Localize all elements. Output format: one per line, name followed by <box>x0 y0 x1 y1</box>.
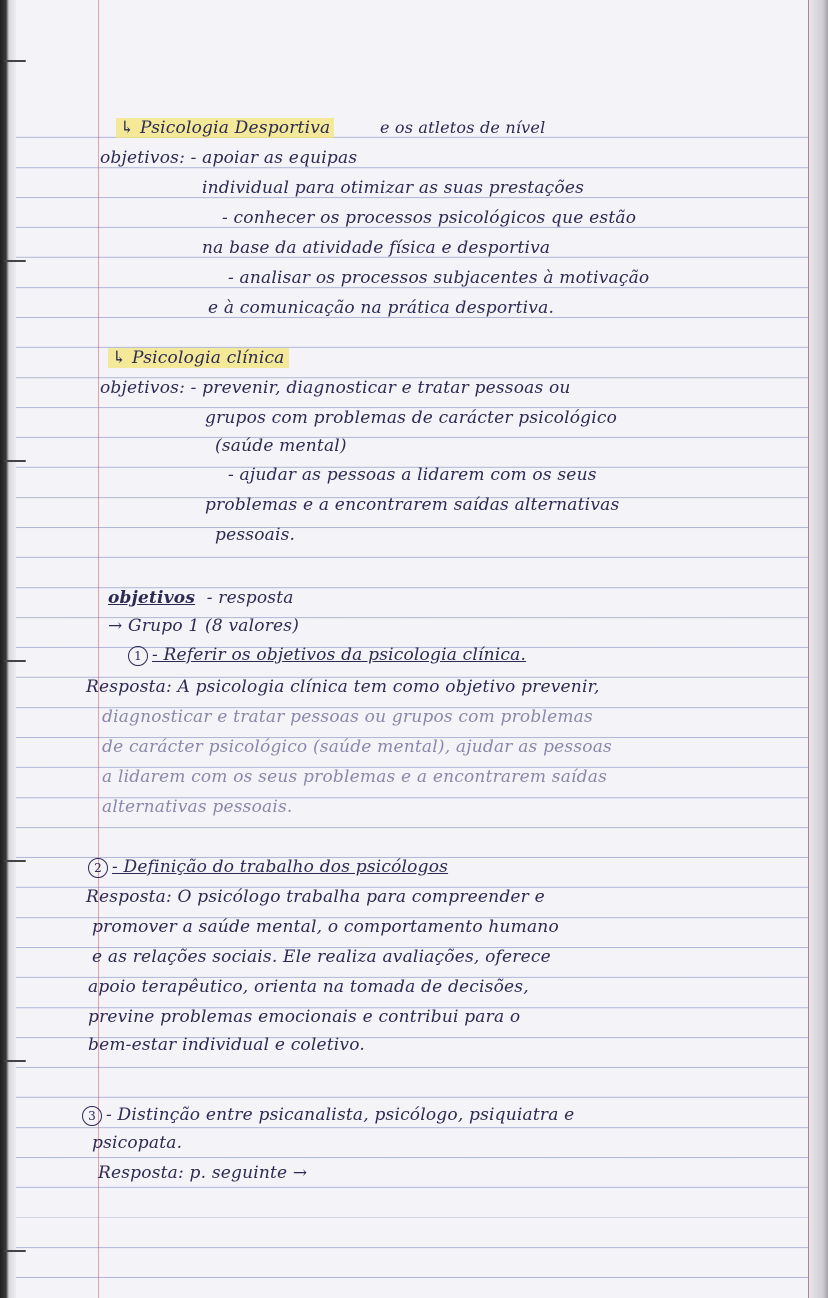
question-line: psicopata. <box>92 1133 183 1153</box>
note-line: objetivos: - apoiar as equipas <box>100 148 358 168</box>
objetivos-title: objetivos <box>108 588 196 608</box>
question-text: - Definição do trabalho dos psicólogos <box>112 857 449 877</box>
binding-ring <box>4 1250 26 1252</box>
binding-ring <box>4 660 26 662</box>
group-heading: → Grupo 1 (8 valores) <box>108 616 300 636</box>
answer-line: diagnosticar e tratar pessoas ou grupos com problemas <box>102 707 593 727</box>
question-text: - Referir os objetivos da psicologia clínica. <box>152 645 527 665</box>
answer-line: alternativas pessoais. <box>102 797 293 817</box>
heading-suffix: e os atletos de nível <box>379 118 546 137</box>
question-1 <box>128 640 828 670</box>
heading-sports-psychology <box>116 113 816 143</box>
note-line: objetivos: - prevenir, diagnosticar e tratar pessoas ou <box>100 378 571 398</box>
question-number: 3 <box>82 1106 102 1126</box>
binding-ring <box>4 260 26 262</box>
binding-ring <box>4 60 26 62</box>
binding-ring <box>4 1060 26 1062</box>
note-line: - ajudar as pessoas a lidarem com os seus <box>228 465 597 485</box>
question-2 <box>88 852 788 882</box>
answer-line: promover a saúde mental, o comportamento humano <box>92 917 559 937</box>
binding-ring <box>4 860 26 862</box>
answer-line: de carácter psicológico (saúde mental), ajudar as pessoas <box>102 737 612 757</box>
binding-ring <box>4 460 26 462</box>
question-number: 2 <box>88 858 108 878</box>
answer-line: previne problemas emocionais e contribui para o <box>88 1007 521 1027</box>
answer-line: a lidarem com os seus problemas e a encontrarem saídas <box>102 767 608 787</box>
question-text: - Distinção entre psicanalista, psicólogo, psiquiatra e <box>106 1105 575 1125</box>
note-line: na base da atividade física e desportiva <box>202 238 551 258</box>
answer-line: apoio terapêutico, orienta na tomada de decisões, <box>88 977 529 997</box>
objetivos-subtitle: - resposta <box>206 588 294 608</box>
heading-text: ↳ Psicologia Desportiva <box>116 118 334 138</box>
answer-line: Resposta: O psicólogo trabalha para compreender e <box>86 887 545 907</box>
note-line: - analisar os processos subjacentes à motivação <box>228 268 650 288</box>
answer-line: Resposta: p. seguinte → <box>98 1163 308 1183</box>
note-line: (saúde mental) <box>215 436 347 456</box>
page-header-blank <box>0 0 828 108</box>
note-line: e à comunicação na prática desportiva. <box>208 298 555 318</box>
answer-line: e as relações sociais. Ele realiza avaliações, oferece <box>92 947 551 967</box>
section-heading-objetivos <box>108 583 808 613</box>
heading-text: ↳ Psicologia clínica <box>108 348 289 368</box>
note-line: individual para otimizar as suas prestações <box>202 178 585 198</box>
answer-line: Resposta: A psicologia clínica tem como objetivo prevenir, <box>86 677 600 697</box>
question-3 <box>82 1100 782 1130</box>
note-line: pessoais. <box>215 525 296 545</box>
spiral-binding <box>0 0 16 1298</box>
note-line: grupos com problemas de carácter psicológico <box>205 408 618 428</box>
note-line: - conhecer os processos psicológicos que estão <box>222 208 637 228</box>
heading-clinical-psychology <box>108 343 808 373</box>
note-line: problemas e a encontrarem saídas alternativas <box>205 495 620 515</box>
answer-line: bem-estar individual e coletivo. <box>88 1035 365 1055</box>
question-number: 1 <box>128 646 148 666</box>
